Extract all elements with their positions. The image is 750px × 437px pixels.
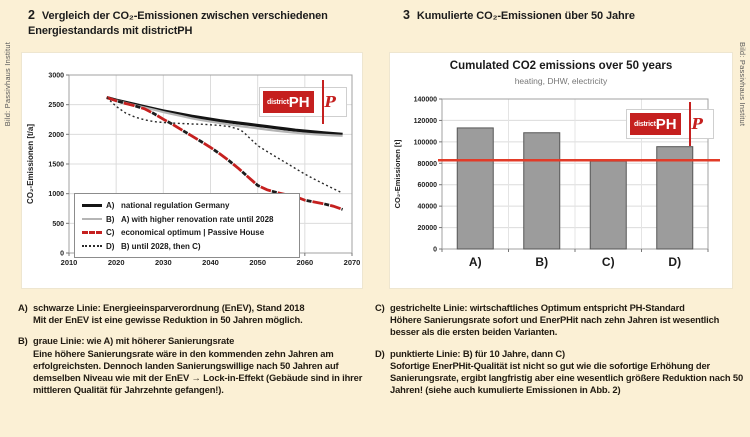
districtph-logo xyxy=(259,87,347,117)
bar-chart-title: Cumulated CO2 emissions over 50 years xyxy=(449,60,673,72)
districtph-district-text: district xyxy=(634,120,656,128)
svg-text:2500: 2500 xyxy=(48,102,64,110)
legend-label: A) with higher renovation rate until 2028 xyxy=(121,214,274,224)
passive-house-glyph-icon: P xyxy=(324,93,336,111)
caption-a-key: A) xyxy=(18,302,28,313)
svg-text:B): B) xyxy=(535,255,549,269)
svg-text:0: 0 xyxy=(60,250,64,258)
svg-text:CO₂-Emissionen [t/a]: CO₂-Emissionen [t/a] xyxy=(26,123,35,205)
legend-line-sample xyxy=(82,218,102,220)
svg-text:100000: 100000 xyxy=(413,139,437,147)
svg-text:2030: 2030 xyxy=(154,258,172,267)
legend-row xyxy=(82,213,293,227)
legend-row xyxy=(82,199,293,213)
svg-text:140000: 140000 xyxy=(413,96,437,104)
caption-d-key: D) xyxy=(375,347,385,359)
figure2-title xyxy=(28,8,373,39)
captions-right-column xyxy=(375,302,745,405)
caption-c-key: C) xyxy=(375,302,385,313)
legend-label: economical optimum | Passive House xyxy=(121,228,265,238)
caption-b xyxy=(18,335,372,396)
image-credit-right: Bild: Passivhaus Institut xyxy=(738,42,747,127)
figure2-title-line2: Energiestandards mit districtPH xyxy=(28,25,193,37)
svg-text:2010: 2010 xyxy=(60,258,78,267)
districtph-ph-text: PH xyxy=(288,93,310,111)
caption-c-body: Höhere Sanierungsrate sofort und EnerPHit nach zehn Jahren ist wesentlich besser als die ersten beiden Varianten. xyxy=(390,314,720,338)
districtph-wordmark xyxy=(263,91,314,113)
image-credit-left: Bild: Passivhaus Institut xyxy=(3,42,12,127)
figure2-number: 2 xyxy=(28,8,35,22)
line-chart-panel xyxy=(21,52,363,289)
figure3-title xyxy=(403,8,748,24)
svg-text:C): C) xyxy=(601,255,615,269)
captions-left-column xyxy=(18,302,372,405)
svg-text:CO₂-Emissionen [t]: CO₂-Emissionen [t] xyxy=(393,139,402,209)
districtph-divider xyxy=(689,102,691,146)
svg-text:2020: 2020 xyxy=(107,258,125,267)
legend-label: B) until 2028, then C) xyxy=(121,241,201,251)
svg-text:1000: 1000 xyxy=(48,191,64,199)
legend-key: D) xyxy=(106,241,115,251)
svg-text:60000: 60000 xyxy=(417,182,437,190)
caption-c xyxy=(375,302,745,339)
svg-text:2000: 2000 xyxy=(48,131,64,139)
figure2-title-line1: Vergleich der CO₂-Emissionen zwischen verschiedenen xyxy=(41,10,328,22)
bar-chart-subtitle: heating, DHW, electricity xyxy=(514,76,608,86)
caption-d xyxy=(375,348,745,397)
svg-text:D): D) xyxy=(668,255,682,269)
svg-text:A): A) xyxy=(468,255,482,269)
districtph-divider xyxy=(322,80,324,124)
caption-d-body: Sofortige EnerPHit-Qualität ist nicht so gut wie die sofortige Erhöhung der Sanierungsrate, ergibt langfristig aber eine wesentlich größere Reduktion nach 50 Jahren! (siehe auch kumulierte Emissionen in Abb. 2) xyxy=(390,359,744,396)
caption-a-head: schwarze Linie: Energieeinsparverordnung (EnEV), Stand 2018 xyxy=(33,302,305,313)
svg-text:2040: 2040 xyxy=(202,258,219,267)
caption-a xyxy=(18,302,372,326)
districtph-district-text: district xyxy=(267,98,289,106)
legend-key: A) xyxy=(106,201,115,211)
figure3-number: 3 xyxy=(403,8,410,22)
caption-d-head: punktierte Linie: B) für 10 Jahre, dann C) xyxy=(390,347,565,359)
svg-text:500: 500 xyxy=(52,220,64,228)
caption-b-body: Eine höhere Sanierungsrate wäre in den kommenden zehn Jahren am erfolgreichsten. Dennoch landen Sanierungswillige nach 50 Jahren auf demselben Niveau wie mit der EnEV → Lock-in-Effekt (Gebäude sind in ihrer mittleren Qualität für Jahrzehnte gefangen!). xyxy=(33,347,363,396)
legend-line-sample xyxy=(82,245,102,247)
bar-chart-svg xyxy=(390,53,730,286)
caption-c-head: gestrichelte Linie: wirtschaftliches Optimum entspricht PH-Standard xyxy=(390,302,685,313)
districtph-ph-text: PH xyxy=(655,115,677,133)
districtph-wordmark xyxy=(630,113,681,135)
svg-text:2060: 2060 xyxy=(296,258,314,267)
svg-text:0: 0 xyxy=(433,246,437,254)
svg-text:120000: 120000 xyxy=(413,117,437,125)
legend-label: national regulation Germany xyxy=(121,201,230,211)
svg-text:80000: 80000 xyxy=(417,160,437,168)
chart-legend xyxy=(74,193,300,258)
legend-key: C) xyxy=(106,228,115,238)
svg-text:3000: 3000 xyxy=(48,72,64,80)
legend-row xyxy=(82,226,293,240)
figure3-title-text: Kumulierte CO₂-Emissionen über 50 Jahre xyxy=(416,10,635,22)
legend-key: B) xyxy=(106,214,115,224)
svg-text:2070: 2070 xyxy=(343,258,360,267)
passive-house-glyph-icon: P xyxy=(691,115,703,133)
legend-line-sample xyxy=(82,204,102,207)
caption-b-key: B) xyxy=(18,335,28,347)
caption-a-body: Mit der EnEV ist eine gewisse Reduktion in 50 Jahren möglich. xyxy=(33,314,303,326)
bar-chart-panel xyxy=(389,52,733,289)
legend-row xyxy=(82,240,293,254)
districtph-logo xyxy=(626,109,714,139)
svg-text:20000: 20000 xyxy=(417,225,437,233)
svg-text:2050: 2050 xyxy=(249,258,267,267)
svg-text:1500: 1500 xyxy=(48,161,64,169)
caption-b-head: graue Linie: wie A) mit höherer Sanierungsrate xyxy=(33,335,235,347)
legend-line-sample xyxy=(82,231,102,234)
svg-text:40000: 40000 xyxy=(417,203,437,211)
